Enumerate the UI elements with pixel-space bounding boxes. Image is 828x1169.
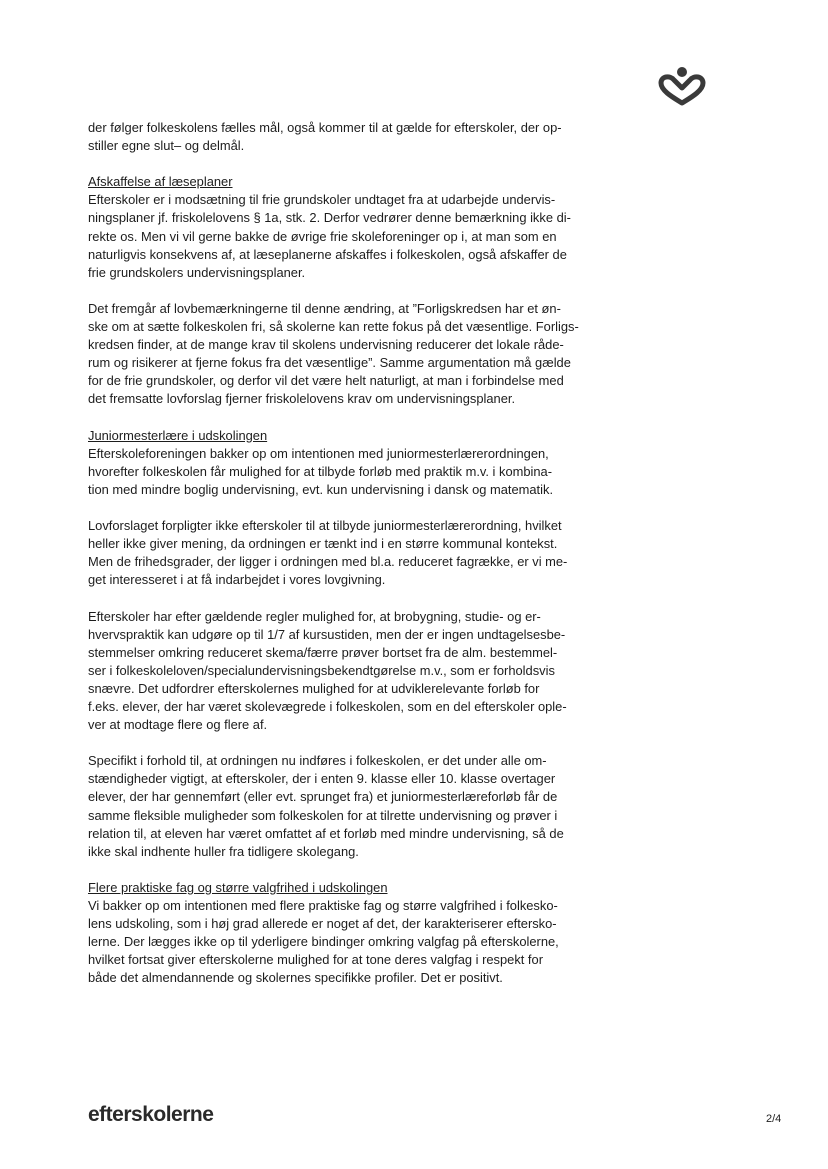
section bbox=[88, 173, 636, 282]
section-heading: Juniormesterlære i udskolingen bbox=[88, 427, 268, 443]
section-heading: Afskaffelse af læseplaner bbox=[88, 174, 233, 190]
paragraph-gap bbox=[88, 282, 636, 300]
text-line: lens udskoling, som i høj grad allerede er noget af det, der karakteriserer eftersko- bbox=[88, 916, 557, 932]
text-line: rekte os. Men vi vil gerne bakke de øvrige frie skoleforeninger op i, at man som en bbox=[88, 228, 557, 244]
text-line: der følger folkeskolens fælles mål, også kommer til at gælde for efterskoler, der op- bbox=[88, 120, 562, 135]
text-line: Efterskoler er i modsætning til frie grundskoler undtaget fra at udarbejde undervis- bbox=[88, 192, 556, 208]
text-line: relation til, at eleven har været omfattet af et forløb med mindre undervisning, så de bbox=[88, 825, 564, 841]
footer-brand-logo: efterskolerne bbox=[88, 1103, 214, 1126]
paragraph-gap bbox=[88, 499, 636, 517]
section bbox=[88, 879, 636, 988]
text-line: stændigheder vigtigt, at efterskoler, der i enten 9. klasse eller 10. klasse overtager bbox=[88, 771, 556, 787]
text-line: stiller egne slut– og delmål. bbox=[88, 138, 245, 154]
text-line: Vi bakker op om intentionen med flere praktiske fag og større valgfrihed i folkesko- bbox=[88, 898, 558, 914]
section-heading: Flere praktiske fag og større valgfrihed i udskolingen bbox=[88, 879, 388, 895]
text-line: ske om at sætte folkeskolen fri, så skolerne kan rette fokus på det væsentlige. Forligs- bbox=[88, 319, 579, 335]
text-line: ver at modtage flere og flere af. bbox=[88, 717, 268, 733]
paragraph-gap bbox=[88, 589, 636, 607]
text-line: rum og risikerer at fjerne fokus fra det væsentlige”. Samme argumentation må gælde bbox=[88, 355, 571, 371]
page-number: 2/4 bbox=[766, 1113, 782, 1125]
paragraph bbox=[88, 300, 636, 409]
text-line: frie grundskolers undervisningsplaner. bbox=[88, 264, 306, 280]
paragraph bbox=[88, 517, 636, 589]
text-line: ser i folkeskoleloven/specialundervisningsbekendtgørelse m.v., som er forholdsvis bbox=[88, 662, 555, 678]
text-line: samme fleksible muligheder som folkeskolen for at tilrette undervisning og prøver i bbox=[88, 807, 558, 823]
text-line: Men de frihedsgrader, der ligger i ordningen med bl.a. reduceret fagrække, er vi me- bbox=[88, 554, 568, 570]
paragraph bbox=[88, 608, 636, 735]
text-line: naturligvis konsekvens af, at læseplanerne afskaffes i folkeskolen, også afskaffer de bbox=[88, 246, 567, 262]
paragraph bbox=[88, 119, 636, 155]
text-line: get interesseret i at få indarbejdet i vores lovgivning. bbox=[88, 572, 386, 588]
paragraph-gap bbox=[88, 155, 636, 173]
section bbox=[88, 427, 636, 499]
document-body bbox=[88, 119, 636, 988]
text-line: f.eks. elever, der har været skolevægrede i folkeskolen, som en del efterskoler ople- bbox=[88, 699, 567, 714]
paragraph-gap bbox=[88, 734, 636, 752]
text-line: hvervspraktik kan udgøre op til 1/7 af kursustiden, men der er ingen undtagelsesbe- bbox=[88, 626, 566, 642]
text-line: snævre. Det udfordrer efterskolernes mulighed for at udviklerelevante forløb for bbox=[88, 680, 540, 696]
text-line: Efterskoler har efter gældende regler mulighed for, at brobygning, studie- og er- bbox=[88, 608, 541, 624]
text-line: hvilket fortsat giver efterskolerne mulighed for at tone deres valgfag i respekt for bbox=[88, 952, 543, 968]
text-line: ningsplaner jf. friskolelovens § 1a, stk. 2. Derfor vedrører denne bemærkning ikke di- bbox=[88, 210, 571, 226]
paragraph-gap bbox=[88, 409, 636, 427]
text-line: kredsen finder, at de mange krav til skolens undervisning reducerer det lokale råde- bbox=[88, 337, 564, 353]
efterskolerne-heart-icon bbox=[656, 66, 708, 106]
text-line: heller ikke giver mening, da ordningen er tænkt ind i en større kommunal kontekst. bbox=[88, 536, 558, 552]
text-line: hvorefter folkeskolen får mulighed for at tilbyde forløb med praktik m.v. i kombina- bbox=[88, 463, 553, 479]
text-line: det fremsatte lovforslag fjerner friskolelovens krav om undervisningsplaner. bbox=[88, 391, 516, 407]
text-line: både det almendannende og skolernes specifikke profiler. Det er positivt. bbox=[88, 970, 503, 986]
text-line: lerne. Der lægges ikke op til yderligere bindinger omkring valgfag på efterskolerne, bbox=[88, 934, 559, 950]
paragraph bbox=[88, 752, 636, 861]
text-line: Efterskoleforeningen bakker op om intentionen med juniormesterlærerordningen, bbox=[88, 445, 549, 461]
paragraph-gap bbox=[88, 861, 636, 879]
text-line: Lovforslaget forpligter ikke efterskoler til at tilbyde juniormesterlærerordning, hvilket bbox=[88, 518, 562, 534]
text-line: Specifikt i forhold til, at ordningen nu indføres i folkeskolen, er det under alle om- bbox=[88, 753, 547, 769]
text-line: for de frie grundskoler, og derfor vil det være helt naturligt, at man i forbindelse med bbox=[88, 373, 564, 389]
text-line: Det fremgår af lovbemærkningerne til denne ændring, at ”Forligskredsen har et øn- bbox=[88, 300, 561, 316]
text-line: elever, der har gennemført (eller evt. sprunget fra) et juniormesterlæreforløb får de bbox=[88, 789, 558, 805]
text-line: tion med mindre boglig undervisning, evt. kun undervisning i dansk og matematik. bbox=[88, 481, 554, 497]
text-line: stemmelser omkring reduceret skema/færre prøver bortset fra de alm. bestemmel- bbox=[88, 644, 558, 660]
text-line: ikke skal indhente huller fra tidligere skolegang. bbox=[88, 843, 359, 859]
